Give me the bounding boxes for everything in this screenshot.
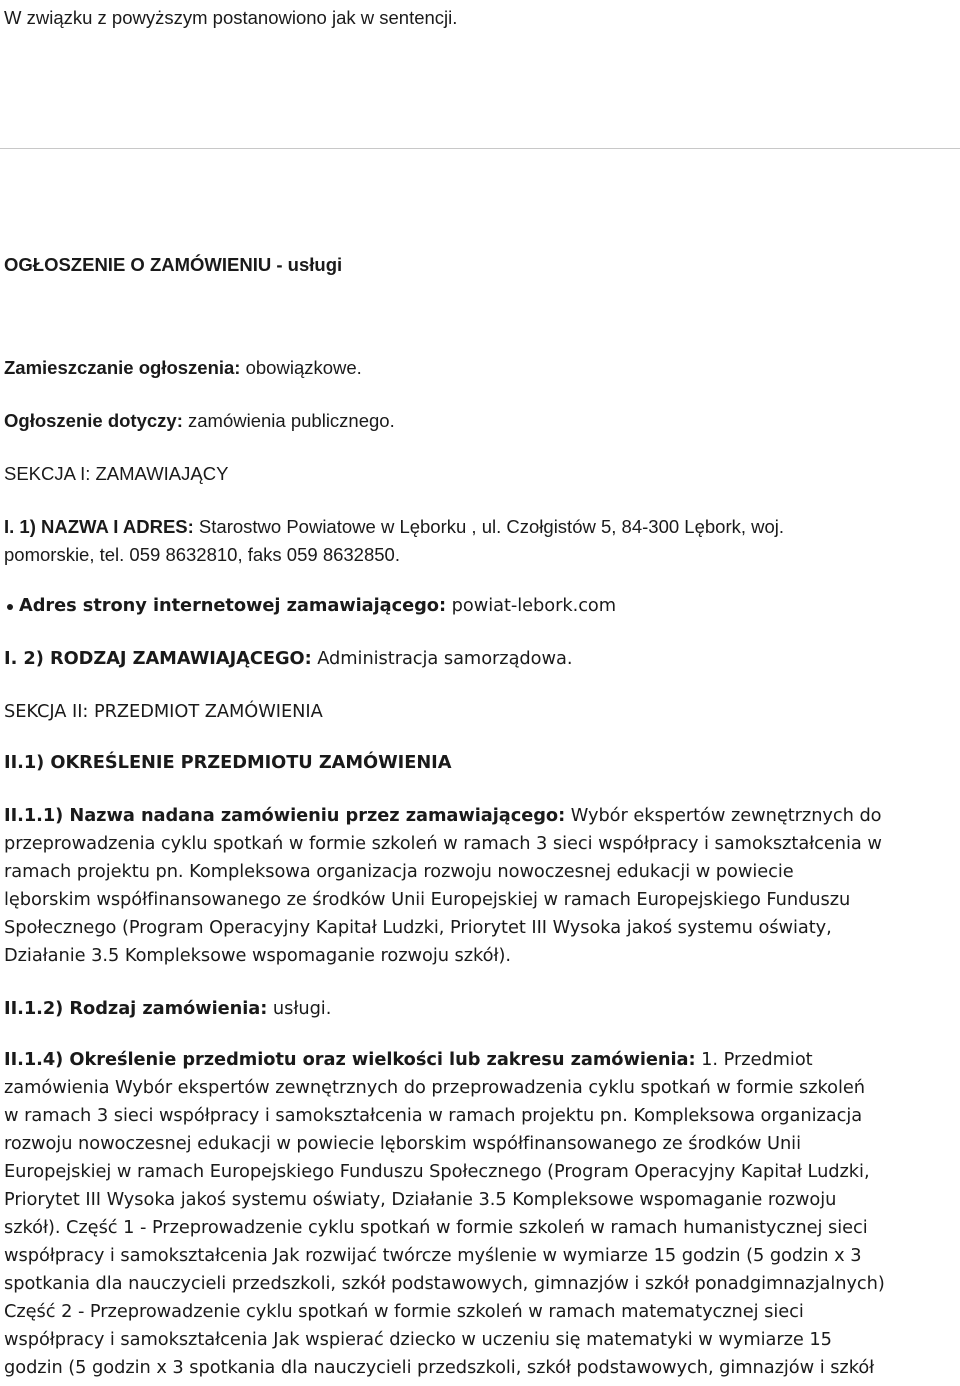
name-address-line-2: pomorskie, tel. 059 8632810, faks 059 8632850. bbox=[4, 544, 400, 565]
website-link[interactable]: powiat-lebork.com bbox=[446, 595, 617, 616]
order-type-value: usługi. bbox=[267, 998, 332, 1019]
order-scope-line: Część 2 - Przeprowadzenie cyklu spotkań w formie szkoleń w ramach matematycznej sieci bbox=[4, 1301, 804, 1322]
subsection-2-1-heading: II.1) OKREŚLENIE PRZEDMIOTU ZAMÓWIENIA bbox=[4, 752, 452, 773]
order-name-line: ramach projektu pn. Kompleksowa organizacja rozwoju nowoczesnej edukacji w powiecie bbox=[4, 861, 794, 882]
contracting-type-value: Administracja samorządowa. bbox=[311, 648, 573, 669]
order-scope-line: Priorytet III Wysoka jakoś systemu oświaty, Działanie 3.5 Kompleksowe wspomaganie rozwoju bbox=[4, 1189, 837, 1210]
order-name-line: przeprowadzenia cyklu spotkań w formie szkoleń w ramach 3 sieci współpracy i samokształcenia w bbox=[4, 833, 882, 854]
website-label: Adres strony internetowej zamawiającego: bbox=[19, 595, 447, 616]
order-name-line: Społecznego (Program Operacyjny Kapitał Ludzki, Priorytet III Wysoka jakoś systemu oświaty, bbox=[4, 917, 832, 938]
name-address-line-1 bbox=[4, 513, 784, 541]
order-scope-label: II.1.4) Określenie przedmiotu oraz wielkości lub zakresu zamówienia: bbox=[4, 1049, 696, 1070]
order-name-label: II.1.1) Nazwa nadana zamówieniu przez zamawiającego: bbox=[4, 805, 566, 826]
website-row bbox=[19, 592, 616, 620]
order-scope-line: szkół). Część 1 - Przeprowadzenie cyklu spotkań w formie szkoleń w ramach humanistycznej sieci bbox=[4, 1217, 868, 1238]
concerns-label: Ogłoszenie dotyczy: bbox=[4, 410, 183, 431]
order-scope-line: godzin (5 godzin x 3 spotkania dla nauczycieli przedszkoli, szkół podstawowych, gimnazjów i szkół bbox=[4, 1357, 875, 1378]
intro-text: W związku z powyższym postanowiono jak w sentencji. bbox=[4, 7, 458, 28]
name-address-value: Starostwo Powiatowe w Lęborku , ul. Czołgistów 5, 84-300 Lębork, woj. bbox=[193, 516, 785, 537]
order-name-line: lęborskim współfinansowanego ze środków Unii Europejskiej w ramach Europejskiego Funduszu bbox=[4, 889, 851, 910]
order-scope-line: Europejskiej w ramach Europejskiego Funduszu Społecznego (Program Operacyjny Kapitał Ludzki, bbox=[4, 1161, 870, 1182]
bullet-dot bbox=[7, 604, 13, 610]
contracting-type-label: I. 2) RODZAJ ZAMAWIAJĄCEGO: bbox=[4, 648, 312, 669]
order-scope-line: spotkania dla nauczycieli przedszkoli, szkół podstawowych, gimnazjów i szkół ponadgimnazjalnych) bbox=[4, 1273, 885, 1294]
order-scope-line: współpracy i samokształcenia Jak rozwijać twórcze myślenie w wymiarze 15 godzin (5 godzin x 3 bbox=[4, 1245, 862, 1266]
horizontal-rule bbox=[0, 148, 960, 149]
order-name-line bbox=[4, 802, 882, 830]
order-name-line: Działanie 3.5 Kompleksowe wspomaganie rozwoju szkół). bbox=[4, 945, 511, 966]
order-scope-text: 1. Przedmiot bbox=[695, 1049, 813, 1070]
posting-value: obowiązkowe. bbox=[240, 357, 362, 378]
concerns-row bbox=[4, 407, 395, 435]
order-scope-line: współpracy i samokształcenia Jak wspierać dziecko w uczeniu się matematyki w wymiarze 15 bbox=[4, 1329, 832, 1350]
notice-title: OGŁOSZENIE O ZAMÓWIENIU - usługi bbox=[4, 254, 343, 275]
order-scope-line bbox=[4, 1046, 813, 1074]
order-type-row bbox=[4, 995, 331, 1023]
order-scope-line: w ramach 3 sieci współpracy i samokształcenia w ramach projektu pn. Kompleksowa organizacja bbox=[4, 1105, 863, 1126]
posting-label: Zamieszczanie ogłoszenia: bbox=[4, 357, 241, 378]
name-address-label: I. 1) NAZWA I ADRES: bbox=[4, 516, 194, 537]
concerns-value: zamówienia publicznego. bbox=[182, 410, 395, 431]
posting-row bbox=[4, 354, 362, 382]
section-1-heading: SEKCJA I: ZAMAWIAJĄCY bbox=[4, 463, 229, 484]
order-name-text: Wybór ekspertów zewnętrznych do bbox=[565, 805, 882, 826]
section-2-heading: SEKCJA II: PRZEDMIOT ZAMÓWIENIA bbox=[4, 701, 323, 722]
order-scope-line: rozwoju nowoczesnej edukacji w powiecie lęborskim współfinansowanego ze środków Unii bbox=[4, 1133, 801, 1154]
order-type-label: II.1.2) Rodzaj zamówienia: bbox=[4, 998, 268, 1019]
contracting-type-row bbox=[4, 645, 572, 673]
order-scope-line: zamówienia Wybór ekspertów zewnętrznych do przeprowadzenia cyklu spotkań w formie szkoleń bbox=[4, 1077, 865, 1098]
